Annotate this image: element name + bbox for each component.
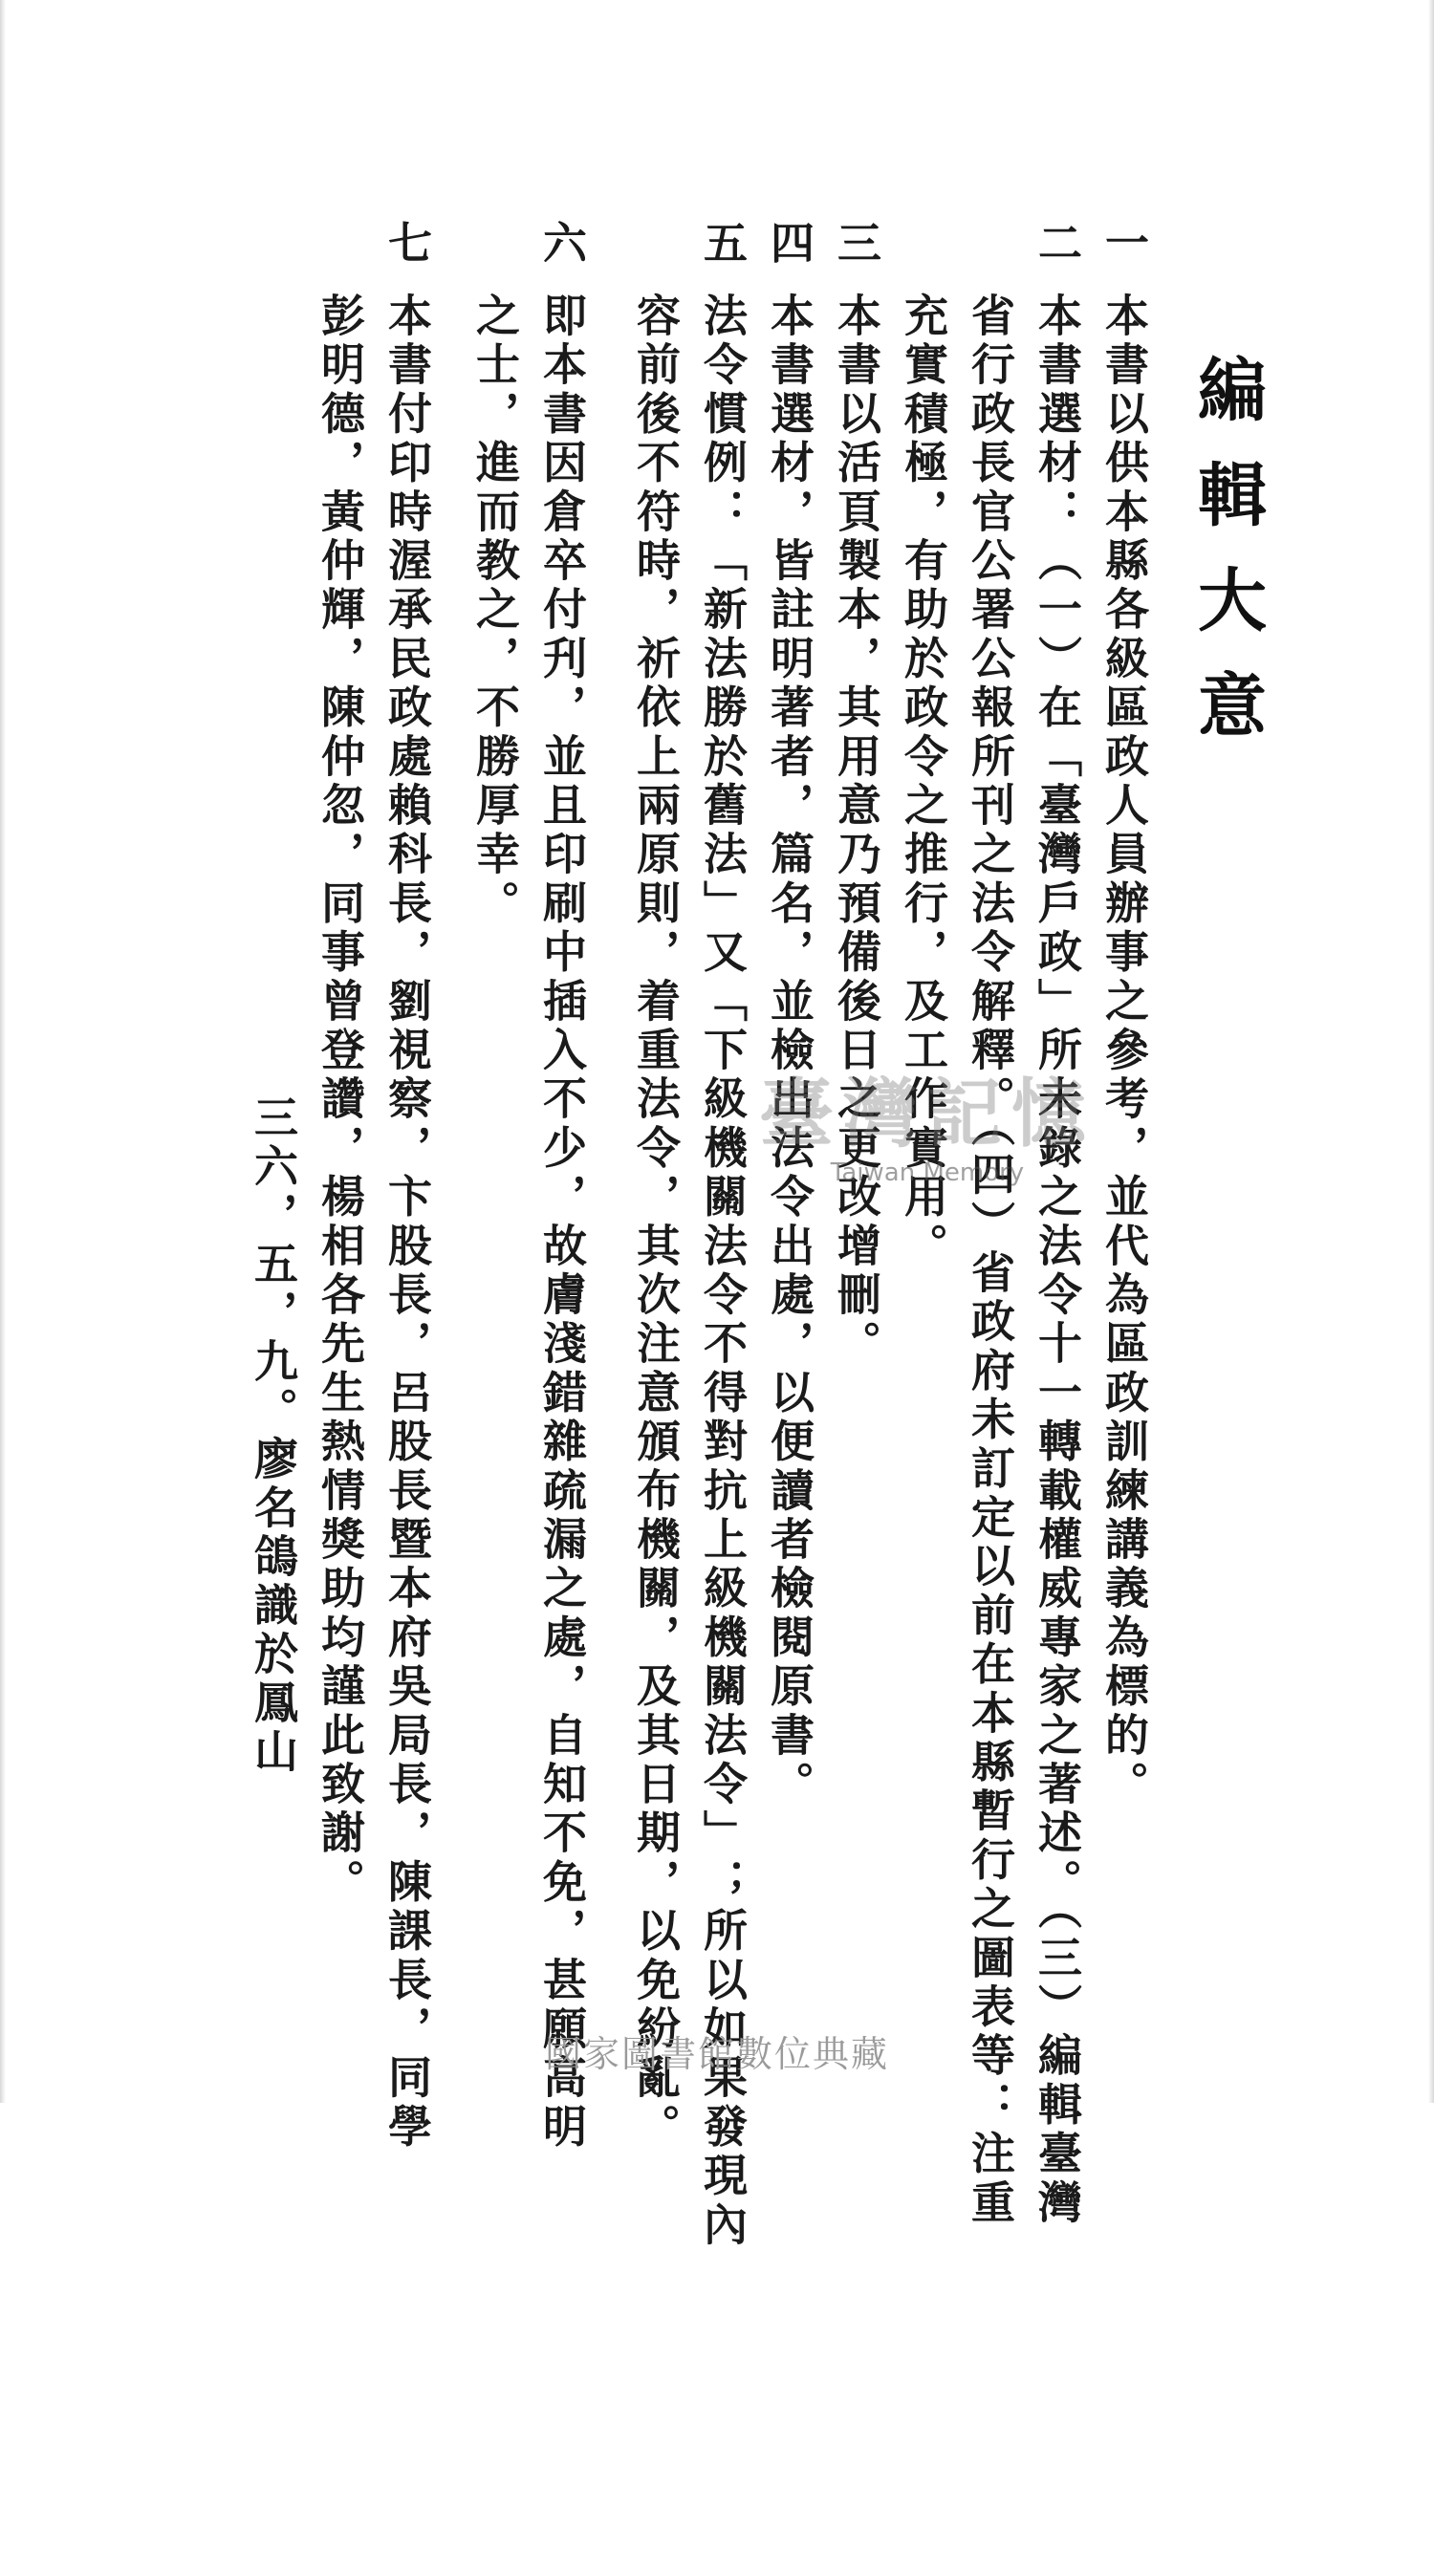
item-text: 本書選材，皆註明著者，篇名，並檢出法令出處，以便讀者檢閱原書。: [764, 292, 815, 1810]
item-number: 三: [831, 220, 882, 270]
item-text: 充實積極，有助於政令之推行，及工作實用。: [898, 292, 949, 1271]
item-text: 彭明德，黃仲輝，陳仲忽，同事曾登讚，楊相各先生熱情獎助均謹此致謝。: [315, 292, 366, 1908]
footer-credit: 國家圖書館數位典藏: [544, 2033, 889, 2075]
item-text: 本書付印時渥承民政處賴科長，劉視察，卞股長，呂股長暨本府吳局長，陳課長，同學: [381, 292, 433, 2153]
item-number: 六: [536, 220, 588, 270]
item-text: 即本書因倉卒付刋，並且印刷中插入不少，故膚淺錯雜疏漏之處，自知不免，甚願高明: [536, 292, 588, 2153]
item-number: 二: [1032, 220, 1083, 270]
item-text: 本書以供本縣各級區政人員辦事之參考，並代為區政訓練講義為標的。: [1098, 292, 1150, 1810]
watermark: [698, 1071, 1157, 1195]
item-6-line-2: [468, 292, 522, 1774]
item-number: 四: [764, 220, 815, 270]
item-5-line-1: [696, 220, 750, 2250]
item-2-line-2: [964, 292, 1017, 2228]
item-number: 五: [697, 220, 749, 270]
item-3-line-2: [830, 220, 883, 1701]
item-text: 法令慣例：「新法勝於舊法」又「下級機關法令不得對抗上級機關法令」；所以如果發現內: [697, 292, 749, 2250]
item-text: 本書選材：（一）在「臺灣戶政」所未錄之法令十一轉載權威專家之著述。（三）編輯臺灣: [1032, 292, 1083, 2228]
scan-edge-right: [1428, 0, 1434, 2103]
watermark-chinese: 臺灣記憶: [758, 1071, 1096, 1158]
item-number: 一: [1098, 220, 1150, 270]
item-3-line-1: [897, 292, 950, 1774]
item-text: 容前後不符時，祈依上兩原則，着重法令，其次注意頒布機關，及其日期，以免紛亂。: [630, 292, 682, 2153]
item-6-line-1: [535, 220, 589, 2153]
item-text: 本書以活頁製本，其用意乃預備後日之更改增刪。: [831, 292, 882, 1370]
item-7-line-1: [380, 220, 434, 2153]
item-text: 省行政長官公署公報所刊之法令解釋。（四）省政府未訂定以前在本縣暫行之圖表等：注重: [965, 292, 1016, 2228]
item-2-line-1: [1031, 220, 1084, 2228]
item-text: 之士，進而教之，不勝厚幸。: [469, 292, 521, 929]
date-signature: 三六，五，九。廖名鴿識於鳳山: [248, 1094, 299, 1777]
item-number: 七: [381, 220, 433, 270]
item-7-line-2: [314, 292, 367, 1908]
scan-edge-left: [0, 0, 6, 2103]
page-title: 編輯大意: [1186, 354, 1268, 774]
item-1-line-1: [1097, 220, 1151, 1810]
item-4-line-1: [763, 220, 816, 1810]
item-5-line-2: [629, 292, 683, 2153]
watermark-english: Taiwan Memory: [830, 1158, 1025, 1187]
